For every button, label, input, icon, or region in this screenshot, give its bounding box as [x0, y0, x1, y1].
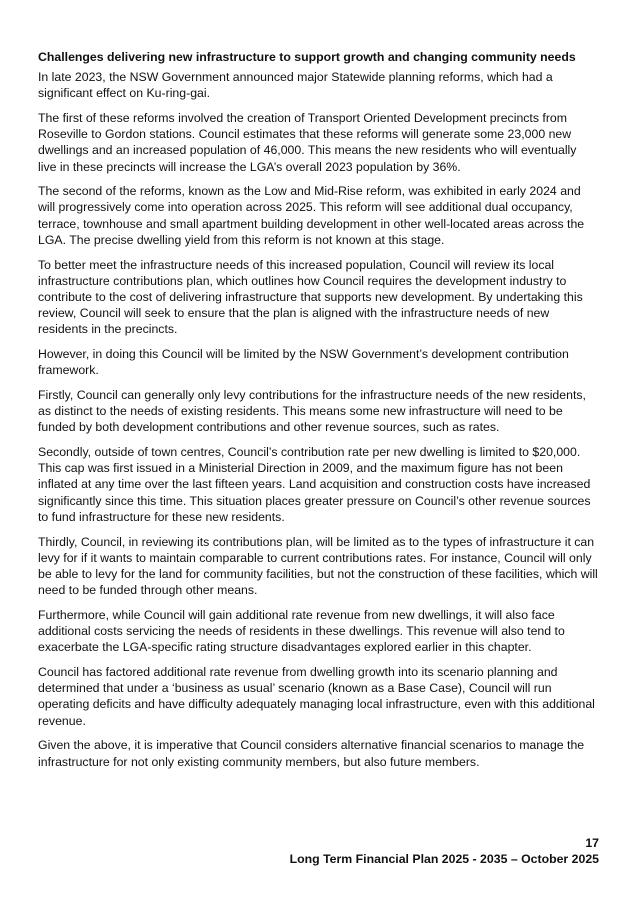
- paragraph-firstly: Firstly, Council can generally only levy contributions for the infrastructure needs of the new residents, as distinct to the needs of existing residents. This means some new infrastructure will need to be funded by both development contributions and other revenue sources, such as rates.: [38, 387, 586, 435]
- section-heading: Challenges delivering new infrastructure to support growth and changing community needs: [38, 50, 576, 64]
- paragraph-reforms-intro: In late 2023, the NSW Government announced major Statewide planning reforms, which had a significant effect on Ku-ring-gai.: [38, 70, 553, 101]
- page-footer: [290, 836, 599, 867]
- document-body: [38, 49, 598, 778]
- paragraph-contributions-plan: To better meet the infrastructure needs of this increased population, Council will review its local infrastructure contributions plan, which outlines how Council requires the development industry to contribute to the cost of delivering infrastructure that supports new development. By undertaking this review, Council will seek to ensure that the plan is aligned with the infrastructure needs of new residents in the precincts.: [38, 257, 583, 337]
- paragraph-thirdly: Thirdly, Council, in reviewing its contributions plan, will be limited as to the types of infrastructure it can levy for if it wants to maintain comparable to current contributions rates. For instance, Council will only be able to levy for the land for community facilities, but not the construction of these facilities, which will need to be funded through other means.: [38, 534, 598, 598]
- paragraph-low-mid-rise: The second of the reforms, known as the Low and Mid-Rise reform, was exhibited in early 2024 and will progressively come into operation across 2025. This reform will see additional dual occupancy, terrace, townhouse and small apartment building development in other well-located areas across the LGA. The precise dwelling yield from this reform is not known at this stage.: [38, 184, 585, 247]
- paragraph-furthermore: Furthermore, while Council will gain additional rate revenue from new dwellings, it will also face additional costs servicing the needs of residents in these dwellings. This revenue will also tend to exacerbate the LGA-specific rating structure disadvantages explored earlier in this chapter.: [38, 607, 565, 655]
- paragraph-framework-limits: However, in doing this Council will be limited by the NSW Government’s development contribution framework.: [38, 347, 569, 378]
- page-number: 17: [585, 836, 599, 850]
- paragraph-base-case: Council has factored additional rate revenue from dwelling growth into its scenario planning and determined that under a ‘business as usual’ scenario (known as a Base Case), Council will run operating deficits and have difficulty adequately managing local infrastructure, even with this additional revenue.: [38, 665, 595, 728]
- paragraph-secondly: Secondly, outside of town centres, Council’s contribution rate per new dwelling is limited to $20,000. This cap was first issued in a Ministerial Direction in 2009, and the maximum figure has not been inflated at any time over the last fifteen years. Land acquisition and construction costs have increased significantly since this time. This situation places greater pressure on Council’s other revenue sources to fund infrastructure for these new residents.: [38, 445, 591, 524]
- document-title: Long Term Financial Plan 2025 - 2035 – October 2025: [289, 851, 599, 866]
- paragraph-tod-precincts: The first of these reforms involved the creation of Transport Oriented Development precincts from Roseville to Gordon stations. Council estimates that these reforms will generate some 23,000 new dwellings and an increased population of 46,000. This means the new residents who will eventually live in these precincts will increase the LGA’s overall 2023 population by 36%.: [38, 110, 577, 174]
- paragraph-conclusion: Given the above, it is imperative that Council considers alternative financial scenarios to manage the infrastructure for not only existing community members, but also future members.: [38, 738, 585, 769]
